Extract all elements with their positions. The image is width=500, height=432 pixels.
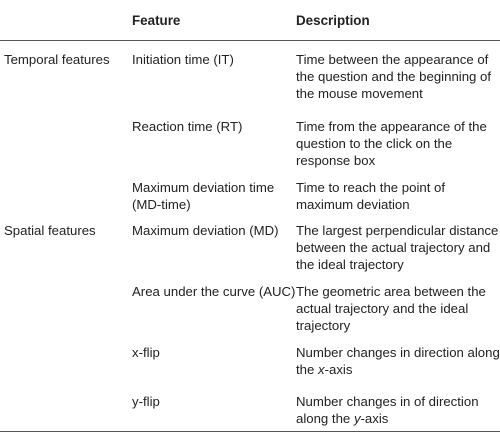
row-category — [0, 273, 132, 334]
table-header — [0, 0, 500, 41]
description-text-pre: Number changes in of direction along the — [296, 394, 479, 426]
axis-variable: y — [353, 411, 361, 426]
table-body — [0, 41, 500, 432]
table-row — [0, 108, 500, 169]
header-description: Description — [296, 0, 500, 41]
row-category: Spatial features — [4, 223, 96, 238]
row-feature: x-flip — [132, 345, 160, 360]
axis-variable: x — [318, 362, 325, 377]
table-row — [0, 169, 500, 218]
table-row — [0, 334, 500, 383]
row-category — [0, 169, 132, 218]
row-feature: Maximum deviation (MD) — [132, 223, 279, 238]
row-description — [296, 334, 500, 383]
row-feature: Maximum deviation time (MD-time) — [132, 180, 275, 212]
table-row — [0, 273, 500, 334]
row-description: The geometric area between the actual trajectory and the ideal trajectory — [296, 284, 486, 333]
row-feature: Initiation time (IT) — [132, 52, 234, 67]
row-description: Time to reach the point of maximum deviation — [296, 180, 446, 212]
header-category — [0, 0, 132, 41]
row-feature: y-flip — [132, 383, 296, 432]
table-row — [0, 383, 500, 432]
row-category: Temporal features — [4, 52, 110, 67]
row-description: Time between the appearance of the question and the beginning of the mouse movement — [296, 52, 492, 101]
row-category — [0, 383, 132, 432]
row-category — [0, 108, 132, 169]
row-description: Time from the appearance of the question to the click on the response box — [296, 119, 487, 168]
row-feature: Area under the curve (AUC) — [132, 284, 296, 299]
description-text-post: -axis — [324, 362, 353, 377]
table-row — [0, 41, 500, 109]
row-category — [0, 334, 132, 383]
row-description — [296, 383, 500, 432]
row-description: The largest perpendicular distance between the actual trajectory and the ideal trajectory — [296, 223, 499, 272]
row-feature: Reaction time (RT) — [132, 119, 243, 134]
description-text-pre: Number changes in direction along the — [296, 345, 500, 377]
table-row — [0, 218, 500, 273]
header-feature: Feature — [132, 0, 296, 41]
description-text-post: -axis — [360, 411, 389, 426]
header-row — [0, 0, 500, 41]
